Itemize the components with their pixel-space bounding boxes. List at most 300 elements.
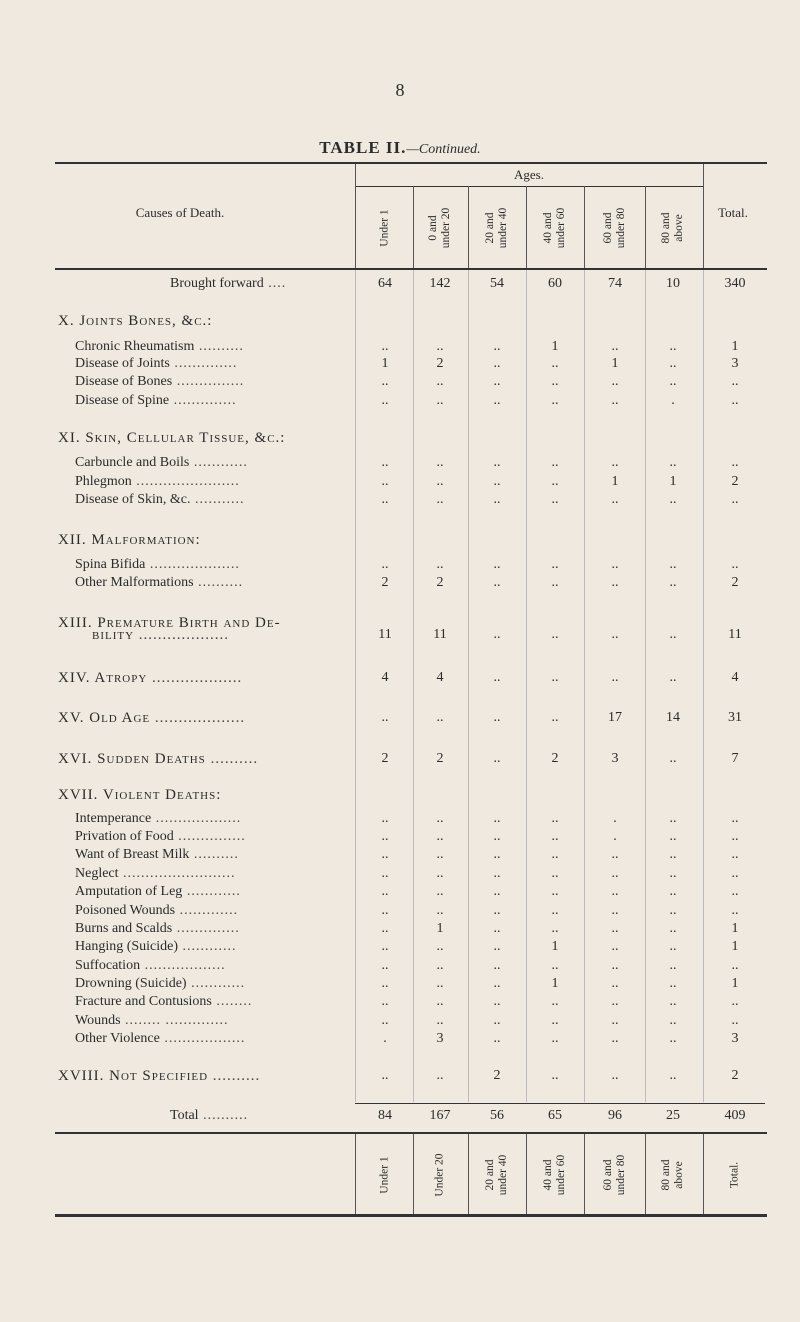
age-column-label: 0 and under 20 [427,207,452,249]
leader-dots: ................... [150,710,246,726]
table-cell: .. [436,903,444,918]
table-cell: .. [436,393,444,408]
cause-label [75,474,240,490]
table-cell: .. [493,939,501,954]
table-cell: 1 [551,339,559,354]
cause-label [58,751,258,768]
cause-text: Disease of Skin, &c. [75,492,191,507]
cause-label [58,670,242,687]
table-cell: .. [669,670,677,685]
table-cell: 7 [731,751,739,766]
leader-dots: .... [263,276,287,291]
table-cell: .. [669,829,677,844]
table-cell: .. [669,455,677,470]
table-cell: .. [551,958,559,973]
table-row [0,1068,800,1090]
table-cell: .. [493,958,501,973]
leader-dots: .................... [145,557,240,572]
table-cell: .. [611,903,619,918]
table-cell: .. [551,1013,559,1028]
leader-dots: .......... [205,751,259,767]
leader-dots: ............. [175,903,239,918]
table-cell: .. [551,474,559,489]
table-cell: .. [493,884,501,899]
table-cell: .. [551,994,559,1009]
table-cell: .. [611,627,619,642]
table-cell: 2 [551,751,559,766]
table-row [0,1108,800,1130]
top-rule [55,162,767,164]
table-cell: 409 [724,1108,746,1123]
table-cell: .. [436,710,444,725]
table-cell: 60 [548,276,562,291]
cause-label [75,1013,229,1029]
table-cell: .. [493,575,501,590]
column-rule [645,186,646,268]
table-cell: 1 [611,356,619,371]
table-cell: .. [669,884,677,899]
column-rule [468,186,469,268]
table-cell: .. [669,557,677,572]
table-row [0,751,800,773]
table-cell: 74 [608,276,622,291]
table-cell: .. [381,847,389,862]
table-cell: .. [731,557,739,572]
table-cell: .. [551,627,559,642]
cause-label [58,532,201,549]
table-cell: .. [611,847,619,862]
table-cell: .. [669,374,677,389]
table-cell: .. [731,903,739,918]
table-cell: .. [611,492,619,507]
table-cell: .. [436,455,444,470]
table-cell: .. [493,866,501,881]
table-cell: .. [551,903,559,918]
table-cell: .. [436,939,444,954]
cause-label [75,455,248,471]
cause-text: Brought forward [170,276,264,291]
leader-dots: .......... [193,575,244,590]
table-cell: .. [669,811,677,826]
table-cell: .. [551,557,559,572]
table-cell: .. [381,884,389,899]
table-cell: .. [669,1031,677,1046]
footer-column-header [525,1135,585,1215]
table-cell: .. [551,921,559,936]
table-cell: 3 [611,751,619,766]
column-rule [413,186,414,268]
column-rule [703,164,704,268]
table-cell: 56 [490,1108,504,1123]
cause-label [58,1068,260,1085]
table-row [0,1031,800,1053]
table-cell: 1 [551,976,559,991]
table-cell: .. [551,492,559,507]
cause-text: Hanging (Suicide) [75,939,179,954]
cause-label [75,1031,245,1047]
table-cell: .. [381,903,389,918]
cause-text: Total [170,1108,199,1123]
column-rule [355,164,356,268]
cause-label [75,575,243,591]
cause-label [75,393,237,409]
table-cell: .. [551,829,559,844]
table-cell: 4 [436,670,444,685]
cause-text: XIII. Premature Birth and De- [58,615,281,631]
table-cell: .. [669,866,677,881]
table-cell: .. [551,374,559,389]
age-column-label: 80 and above [660,212,685,244]
table-cell: .. [669,847,677,862]
cause-label [58,313,212,330]
table-cell: .. [493,847,501,862]
table-cell: 3 [731,1031,739,1046]
table-cell: .. [669,903,677,918]
table-cell: .. [669,921,677,936]
table-cell: .. [551,670,559,685]
leader-dots: .............. [169,393,237,408]
table-cell: 1 [731,921,739,936]
table-cell: .. [493,811,501,826]
table-cell: .. [551,811,559,826]
leader-dots: ........... [190,492,245,507]
table-cell: .. [493,557,501,572]
table-row [0,313,800,335]
cause-text: Drowning (Suicide) [75,976,187,991]
cause-text: Chronic Rheumatism [75,339,195,354]
column-rule [584,186,585,268]
cause-text: Intemperance [75,811,152,826]
table-cell: .. [493,829,501,844]
table-cell: .. [731,393,739,408]
table-cell: .. [381,455,389,470]
table-cell: .. [381,958,389,973]
table-cell: 11 [378,627,392,642]
total-header: Total. [718,205,748,220]
table-cell: .. [493,356,501,371]
table-cell: .. [731,994,739,1009]
table-cell: 25 [666,1108,680,1123]
table-row [0,710,800,732]
cause-text: Poisoned Wounds [75,903,176,918]
table-cell: .. [436,958,444,973]
table-cell: .. [551,884,559,899]
table-cell: .. [551,1031,559,1046]
footer-column-label: Under 1 [378,1156,391,1194]
table-cell: .. [669,356,677,371]
footer-column-label: 80 and above [660,1159,685,1191]
cause-text: Spina Bifida [75,557,146,572]
leader-dots: ....................... [131,474,240,489]
table-cell: 1 [731,339,739,354]
leader-dots: ......................... [118,866,236,881]
table-cell: .. [436,994,444,1009]
table-cell: .. [551,455,559,470]
table-cell: .. [611,393,619,408]
title-main: TABLE II. [319,138,407,157]
table-cell: .. [611,339,619,354]
table-row [0,532,800,554]
cause-label [75,829,246,845]
table-cell: . [383,1031,387,1046]
cause-text: Wounds [75,1013,121,1028]
age-column-header [525,188,585,268]
footer-column-label: 20 and under 40 [484,1154,509,1196]
cause-label [75,356,237,372]
leader-dots: ............ [182,884,241,899]
cause-label [92,627,229,644]
table-cell: .. [551,847,559,862]
table-cell: .. [436,829,444,844]
table-cell: .. [381,921,389,936]
age-column-header [355,188,415,268]
table-cell: .. [611,455,619,470]
table-cell: .. [381,866,389,881]
table-cell: 54 [490,276,504,291]
age-column-label: 40 and under 60 [542,207,567,249]
table-cell: 2 [436,575,444,590]
table-cell: .. [551,866,559,881]
table-cell: .. [381,393,389,408]
table-cell: .. [551,393,559,408]
total-underline [355,1103,765,1104]
table-cell: .. [611,994,619,1009]
footer-column-header [410,1135,470,1215]
cause-label [75,557,240,573]
table-cell: 1 [436,921,444,936]
leader-dots: ................... [134,627,230,643]
cause-text: Other Violence [75,1031,160,1046]
table-cell: 11 [728,627,742,642]
table-cell: 64 [378,276,392,291]
footer-column-label: 40 and under 60 [542,1154,567,1196]
table-cell: 340 [724,276,746,291]
cause-text: Neglect [75,866,119,881]
table-cell: 65 [548,1108,562,1123]
cause-label [75,958,226,974]
leader-dots: .................. [159,1031,246,1046]
footer-column-label: 60 and under 80 [602,1154,627,1196]
table-cell: .. [436,811,444,826]
table-cell: .. [611,958,619,973]
cause-text: Privation of Food [75,829,174,844]
leader-dots: ............ [178,939,237,954]
leader-dots: ............ [189,455,248,470]
table-title [0,138,800,158]
footer-column-label: Under 20 [433,1153,446,1197]
table-cell: 1 [551,939,559,954]
table-cell: .. [669,976,677,991]
table-cell: .. [493,474,501,489]
table-cell: .. [493,339,501,354]
table-cell: 1 [731,939,739,954]
leader-dots: .............. [169,356,238,371]
footer-column-header [585,1135,645,1215]
table-cell: .. [381,492,389,507]
footer-column-header [355,1135,415,1215]
cause-label [75,976,245,992]
footer-column-label: Total. [728,1161,741,1189]
table-row [0,670,800,692]
table-cell: .. [611,1013,619,1028]
cause-label [58,710,245,727]
table-cell: .. [611,1068,619,1083]
leader-dots: ............... [173,829,246,844]
cause-label [170,1108,248,1124]
leader-dots: .............. [172,921,240,936]
leader-dots: ................... [151,811,242,826]
table-cell: .. [669,492,677,507]
table-cell: .. [436,1068,444,1083]
cause-label [75,994,252,1010]
table-cell: 1 [731,976,739,991]
age-column-header [410,188,470,268]
table-cell: .. [381,994,389,1009]
cause-text: XVI. Sudden Deaths [58,751,206,767]
age-column-label: 20 and under 40 [484,207,509,249]
table-cell: .. [669,627,677,642]
column-rule [526,186,527,268]
table-cell: 2 [731,1068,739,1083]
table-row [0,492,800,514]
table-cell: .. [611,939,619,954]
ages-header: Ages. [514,167,544,182]
column-rule [703,1134,704,1214]
table-cell: .. [551,710,559,725]
table-cell: .. [381,939,389,954]
table-cell: 2 [436,751,444,766]
cause-text: Amputation of Leg [75,884,183,899]
table-cell: .. [731,829,739,844]
table-cell: .. [436,847,444,862]
cause-text: XV. Old Age [58,710,151,726]
table-cell: .. [731,1013,739,1028]
age-column-header [643,188,703,268]
table-cell: 2 [731,575,739,590]
table-cell: .. [381,811,389,826]
leader-dots: .......... [189,847,239,862]
table-cell: .. [493,976,501,991]
table-cell: .. [611,884,619,899]
cause-text: Suffocation [75,958,141,973]
cause-label [75,492,244,508]
title-suffix: —Continued. [406,142,481,157]
age-column-label: 60 and under 80 [602,207,627,249]
table-cell: 2 [731,474,739,489]
table-cell: .. [669,751,677,766]
table-cell: 1 [611,474,619,489]
table-cell: 31 [728,710,742,725]
cause-label [58,430,285,447]
table-cell: 2 [381,575,389,590]
table-cell: .. [493,1013,501,1028]
cause-label [75,939,237,955]
table-row [0,430,800,452]
table-cell: .. [611,976,619,991]
table-row [0,276,800,298]
leader-dots: .......... [198,1108,249,1123]
table-cell: .. [381,339,389,354]
table-cell: .. [436,1013,444,1028]
table-cell: .. [381,1013,389,1028]
table-cell: 4 [381,670,389,685]
table-cell: 3 [731,356,739,371]
cause-text: Want of Breast Milk [75,847,190,862]
table-cell: 84 [378,1108,392,1123]
cause-text: XVII. Violent Deaths: [58,787,222,803]
leader-dots: .......... [208,1068,261,1084]
age-column-label: Under 1 [378,209,391,247]
leader-dots: .......... [194,339,244,354]
table-cell: .. [551,575,559,590]
table-cell: .. [493,455,501,470]
table-row [0,575,800,597]
table-cell: . [613,829,617,844]
table-cell: 2 [381,751,389,766]
table-cell: .. [436,492,444,507]
table-cell: 1 [381,356,389,371]
footer-column-header [705,1135,765,1215]
cause-text: XIV. Atropy [58,670,148,686]
table-cell: .. [551,356,559,371]
table-cell: .. [381,1068,389,1083]
table-cell: .. [436,374,444,389]
cause-text: Fracture and Contusions [75,994,212,1009]
cause-text: XVIII. Not Specified [58,1068,209,1084]
cause-text: XII. Malformation: [58,532,201,548]
table-cell: . [671,393,675,408]
table-cell: .. [493,903,501,918]
table-cell: .. [669,994,677,1009]
table-cell: .. [493,492,501,507]
cause-label [75,847,239,863]
table-cell: 4 [731,670,739,685]
table-cell: .. [611,575,619,590]
table-cell: .. [731,884,739,899]
cause-text: Phlegmon [75,474,132,489]
table-cell: .. [493,751,501,766]
table-cell: .. [669,339,677,354]
table-cell: 2 [436,356,444,371]
table-cell: .. [611,921,619,936]
table-cell: 3 [436,1031,444,1046]
table-cell: .. [731,374,739,389]
table-cell: .. [381,557,389,572]
table-cell: .. [493,710,501,725]
footer-column-header [467,1135,527,1215]
table-cell: 10 [666,276,680,291]
table-row [0,787,800,809]
table-cell: 1 [669,474,677,489]
table-cell: 11 [433,627,447,642]
table-cell: .. [551,1068,559,1083]
cause-text: bility [92,627,135,643]
table-cell: .. [611,374,619,389]
leader-dots: ........ [211,994,253,1009]
table-cell: .. [381,710,389,725]
table-cell: .. [731,455,739,470]
cause-text: Other Malformations [75,575,194,590]
table-cell: 14 [666,710,680,725]
table-cell: .. [669,939,677,954]
table-cell: .. [611,557,619,572]
table-cell: .. [493,393,501,408]
table-cell: .. [493,994,501,1009]
cause-label [75,903,238,919]
table-cell: .. [381,474,389,489]
cause-label [75,811,241,827]
leader-dots: .................. [140,958,226,973]
